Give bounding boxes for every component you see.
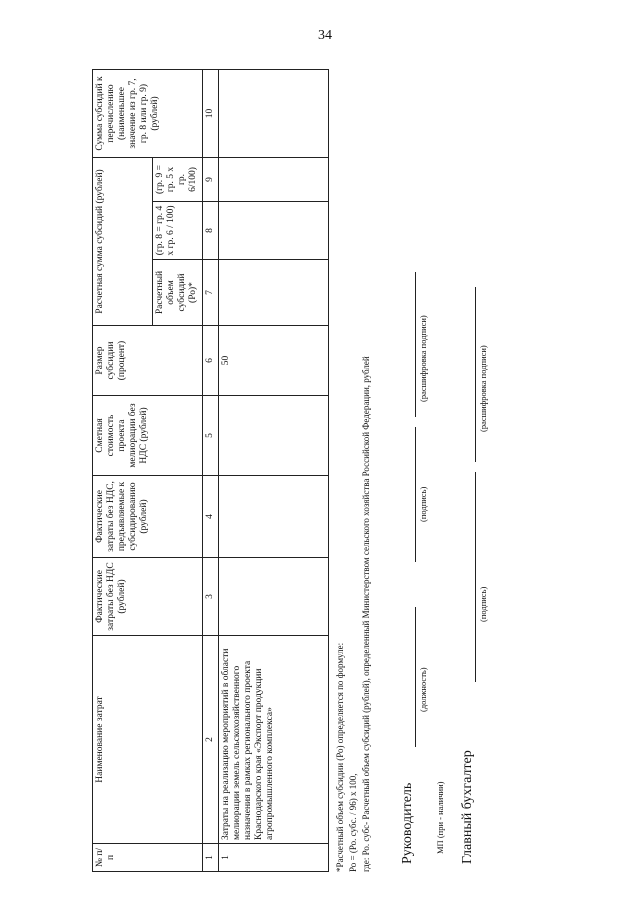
row-subsidy-rate: 50 [218,326,328,396]
row-c10 [218,70,328,158]
colnum-3: 3 [203,558,219,636]
header-estimate: Сметная стоимость проекта мелиорации без НДС (рублей) [93,396,203,476]
row-c3 [218,558,328,636]
header-sum-transfer: Сумма субсидий к перечислению (наименьшее значение из гр. 7, гр. 8 или гр. 9) (рублей) [93,70,203,158]
formula: Ро = (Ро. субс. / 96) x 100, [348,773,358,872]
signature-line [415,427,416,562]
header-calc-sum-group: Расчетная сумма субсидий (рублей) [93,158,153,326]
colnum-9: 9 [203,158,219,202]
colnum-10: 10 [203,70,219,158]
signature-caption: (подпись) [418,486,428,522]
colnum-2: 2 [203,636,219,844]
colnum-4: 4 [203,476,219,558]
acc-signature-line [475,472,476,682]
header-calc-volume: Расчетный объем субсидий (Ро)* [153,260,203,326]
page-number: 34 [318,28,332,43]
decoding-line [415,272,416,417]
colnum-1: 1 [203,844,219,872]
row-c5 [218,396,328,476]
head-label: Руководитель [400,782,415,864]
stamp-place: МП (при - наличии) [435,781,445,854]
formula-note: *Расчетный объем субсидии (Ро) определяется по формуле: [335,642,345,872]
position-caption: (должность) [418,667,428,712]
row-num: 1 [218,844,328,872]
acc-decoding-caption: (расшифровка подписи) [478,345,488,432]
row-name: Затраты на реализацию мероприятий в области мелиорации земель сельскохозяйственного назначения в рамках регионального проекта Краснодарского края «Экспорт продукции агропромышленного комплекса» [218,636,328,844]
decoding-caption: (расшифровка подписи) [418,315,428,402]
colnum-5: 5 [203,396,219,476]
formula-legend: где: Ро. субс- Расчетный объем субсидий (рублей), определенный Министерством сельского хозяйства Российской Федерации, рублей [361,356,371,872]
row-c8 [218,202,328,260]
position-line [415,607,416,747]
header-col8-formula: (гр. 8 = гр. 4 x гр. 6 / 100) [153,202,203,260]
header-costs-subsidized: Фактические затраты без НДС, предъявляемые к субсидированию (рублей) [93,476,203,558]
header-subsidy-rate: Размер субсидии (процент) [93,326,203,396]
header-actual-costs: Фактические затраты без НДС (рублей) [93,558,203,636]
colnum-7: 7 [203,260,219,326]
colnum-8: 8 [203,202,219,260]
acc-decoding-line [475,287,476,462]
row-c9 [218,158,328,202]
subsidy-table [92,69,329,872]
colnum-6: 6 [203,326,219,396]
acc-signature-caption: (подпись) [478,586,488,622]
header-num: № п/п [93,844,203,872]
row-c7 [218,260,328,326]
accountant-label: Главный бухгалтер [460,750,475,864]
header-col9-formula: (гр. 9 = гр. 5 x гр. 6/100) [153,158,203,202]
row-c4 [218,476,328,558]
header-name: Наименование затрат [93,636,203,844]
rotated-page-content [50,12,610,872]
